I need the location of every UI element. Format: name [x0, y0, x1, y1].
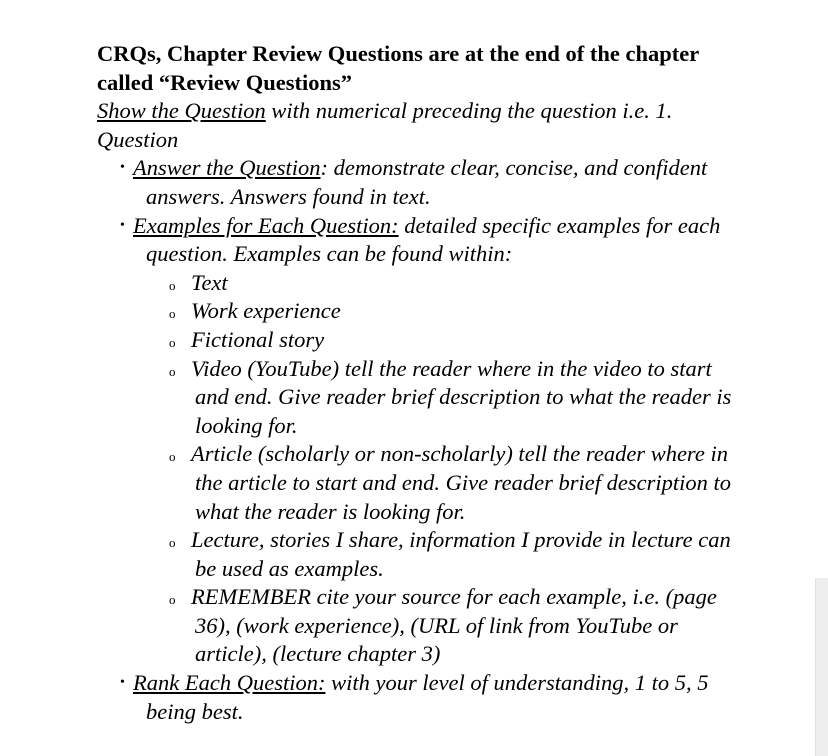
circle-bullet-icon: o	[169, 334, 176, 350]
sub-item-work-experience: o Work experience	[171, 297, 737, 326]
sub-item-fictional-story: o Fictional story	[171, 326, 737, 355]
intro-rest-text: with numerical preceding the question i.e. 1. Question	[97, 98, 673, 152]
sub-item-remember: o REMEMBER cite your source for each example, i.e. (page 36), (work experience), (URL of link from YouTube or article), (lecture chapter 3)	[169, 584, 717, 667]
document-body	[97, 40, 737, 726]
bullet-label: Answer the Question	[133, 155, 321, 181]
sub-item-text: o Text	[171, 269, 737, 298]
bullet-label: Rank Each Question:	[133, 670, 326, 696]
circle-bullet-icon: o	[169, 363, 176, 379]
bullet-rank-question	[120, 669, 737, 726]
document-title: CRQs, Chapter Review Questions are at the end of the chapter called “Review Questions”	[97, 41, 699, 95]
bullet-answer-question	[120, 154, 737, 211]
circle-bullet-icon: o	[169, 592, 176, 608]
bullet-text: detailed specific examples for each question. Examples can be found within:	[146, 212, 721, 267]
bullet-text: : demonstrate clear, concise, and confident answers. Answers found in text.	[146, 155, 708, 209]
circle-bullet-icon: o	[169, 306, 176, 322]
examples-sublist	[171, 269, 737, 669]
intro-paragraph	[97, 97, 737, 154]
bullet-dot-icon: •	[120, 217, 125, 233]
circle-bullet-icon: o	[169, 449, 176, 465]
circle-bullet-icon: o	[169, 277, 176, 293]
bullet-examples	[120, 212, 737, 670]
intro-link-text: Show the Question	[97, 98, 266, 124]
sub-item-video: o Video (YouTube) tell the reader where in the video to start and end. Give reader brief description to what the reader is looking for.	[169, 355, 732, 438]
bullet-dot-icon: •	[120, 675, 125, 691]
sub-item-lecture: o Lecture, stories I share, information I provide in lecture can be used as examples.	[169, 527, 731, 581]
instruction-list	[97, 154, 737, 726]
bullet-text: with your level of understanding, 1 to 5, 5 being best.	[146, 670, 709, 724]
bullet-dot-icon: •	[120, 160, 125, 176]
circle-bullet-icon: o	[169, 535, 176, 551]
sub-item-article: o Article (scholarly or non-scholarly) tell the reader where in the article to start and end. Give reader brief description to what the reader is looking for.	[169, 441, 731, 524]
vertical-scrollbar[interactable]	[815, 578, 828, 756]
bullet-label: Examples for Each Question:	[133, 212, 399, 238]
